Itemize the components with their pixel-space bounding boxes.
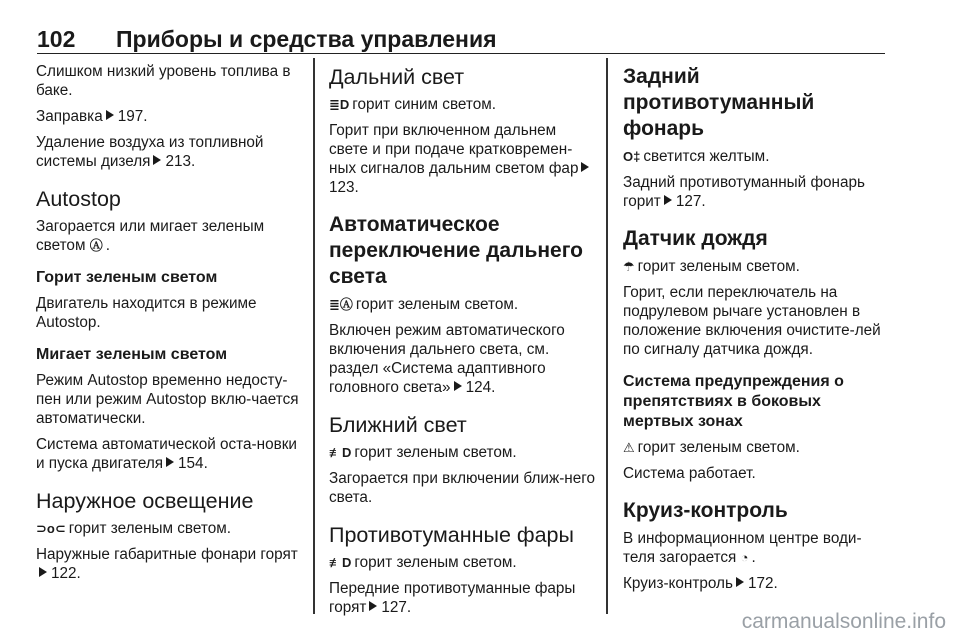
page-ref-arrow-icon [369,601,377,611]
column-2 [329,62,597,624]
auto-high-beam-icon: ≣Ⓐ [329,297,353,312]
paragraph: Задний противотуманный фонарь горит 127. [623,174,865,210]
page-ref-arrow-icon [664,195,672,205]
paragraph: Слишком низкий уровень топлива в баке. [36,63,291,99]
page-reference[interactable]: 127. [675,193,706,210]
paragraph: Загорается или мигает зеленым светом Ⓐ . [36,218,265,254]
page-reference[interactable]: 123. [329,179,359,196]
page-reference[interactable]: 122. [51,565,81,582]
column-divider [313,58,315,614]
paragraph: O‡ светится желтым. [623,148,770,165]
column-3 [623,62,893,600]
page-reference[interactable]: 197. [117,108,148,125]
paragraph: ⚠ горит зеленым светом. [623,439,800,456]
cruise-control-icon: ◔ [740,550,749,565]
section-heading-cruise-control: Круиз-контроль [623,499,788,522]
autostop-icon: Ⓐ [89,238,103,253]
paragraph: ≢D горит зеленым светом. [329,554,517,571]
page-reference[interactable]: 213. [165,153,196,170]
subheading-green-on: Горит зеленым светом [36,269,218,286]
page-ref-arrow-icon [454,381,462,391]
paragraph: Двигатель находится в режиме Autostop. [36,295,257,331]
page-number: 102 [37,26,76,52]
section-heading-high-beam: Дальний свет [329,65,465,89]
paragraph: Удаление воздуха из топливной системы дизеля 213. [36,134,264,170]
section-heading-rain-sensor: Датчик дождя [623,227,768,250]
paragraph: Система автоматической оста-новки и пуска двигателя 154. [36,436,297,472]
section-heading-autostop: Autostop [36,187,121,211]
low-beam-icon: ≢D [329,445,352,460]
page-reference[interactable]: 124. [465,379,496,396]
section-heading-auto-high-beam: Автоматическое переключение дальнего света [329,213,584,288]
paragraph: ≣D горит синим светом. [329,96,497,113]
watermark: carmanualsonline.info [741,610,946,633]
paragraph: ☂ горит зеленым светом. [623,258,800,275]
column-divider [606,58,608,614]
exterior-light-icon: ⊃o⊂ [36,521,66,536]
paragraph: Круиз-контроль 172. [623,575,778,592]
paragraph: ≣Ⓐ горит зеленым светом. [329,296,519,313]
paragraph: Режим Autostop временно недосту-пен или режим Autostop вклю-чается автоматически. [36,372,299,427]
blind-spot-icon: ⚠ [623,440,635,455]
paragraph: Заправка 197. [36,108,148,125]
page-reference[interactable]: 154. [178,455,208,472]
paragraph: Система работает. [623,465,756,482]
section-heading-fog-lights: Противотуманные фары [329,523,574,547]
page-header [37,26,885,54]
page-ref-arrow-icon [39,567,47,577]
rain-sensor-icon: ☂ [623,259,635,274]
paragraph: Включен режим автоматического включения дальнего света, см. раздел «Система адаптивного головного света» 124. [329,322,565,396]
page-ref-arrow-icon [106,110,114,120]
column-1 [36,62,302,590]
paragraph: Наружные габаритные фонари горят122. [36,546,298,582]
section-heading-rear-fog: Задний противотуманный фонарь [623,65,815,140]
fog-light-icon: ≢D [329,555,352,570]
paragraph: В информационном центре води-теля загорается ◔ . [623,530,862,566]
paragraph: Горит, если переключатель на подрулевом рычаге установлен в положение включения очистите-лей по сигналу датчика дождя. [623,284,881,358]
page-ref-arrow-icon [166,457,174,467]
page-ref-arrow-icon [736,577,744,587]
subheading-blind-spot: Система предупреждения о препятствиях в боковых мертвых зонах [623,373,844,430]
high-beam-icon: ≣D [329,97,350,112]
rear-fog-icon: O‡ [623,149,641,164]
page-ref-arrow-icon [581,162,589,172]
subheading-green-blink: Мигает зеленым светом [36,346,228,363]
paragraph: Загорается при включении ближ-него света. [329,470,596,506]
page-reference[interactable]: 172. [747,575,778,592]
page-ref-arrow-icon [153,155,161,165]
page-title: Приборы и средства управления [116,26,497,52]
paragraph: ≢D горит зеленым светом. [329,444,517,461]
paragraph: Горит при включенном дальнем свете и при подаче кратковремен-ных сигналов дальним светом фар123. [329,121,597,197]
page-reference[interactable]: 127. [381,599,412,616]
section-heading-exterior-lighting: Наружное освещение [36,489,254,513]
paragraph: ⊃o⊂ горит зеленым светом. [36,520,231,537]
paragraph: Передние противотуманные фары горят 127. [329,580,576,616]
section-heading-low-beam: Ближний свет [329,413,467,437]
